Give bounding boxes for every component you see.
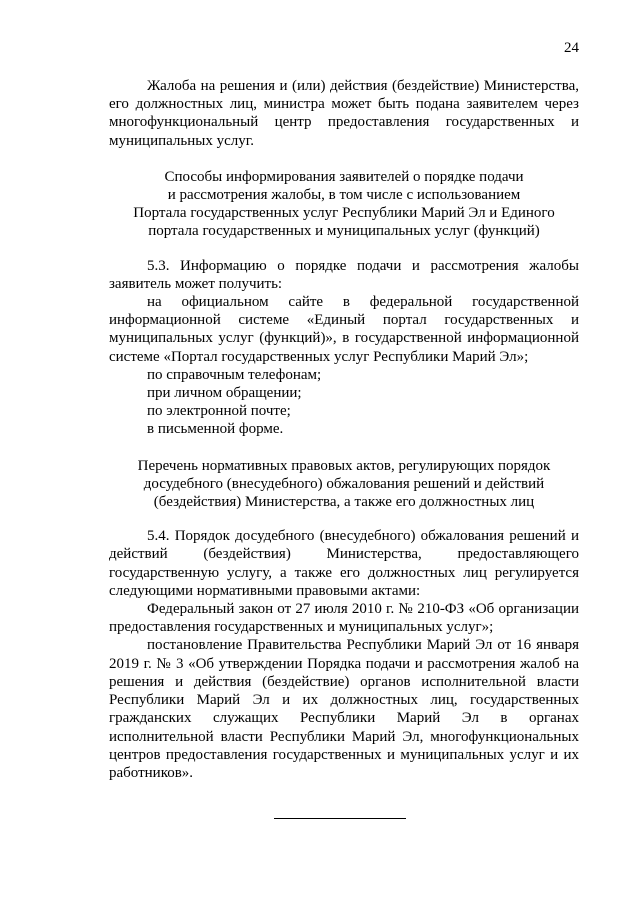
paragraph-5-3: 5.3. Информацию о порядке подачи и рассмотрения жалобы заявитель может получить: <box>109 257 579 292</box>
paragraph-official-site: на официальном сайте в федеральной государственной информационной системе «Единый портал государственных и муниципальных услуг (функций)», в государственной информационной системе «Портал государственных услуг Республики Марий Эл»; <box>109 294 579 365</box>
heading-line: портала государственных и муниципальных услуг (функций) <box>148 223 540 240</box>
list-item: по справочным телефонам; <box>147 366 322 383</box>
page-number: 24 <box>564 40 579 56</box>
document-body <box>109 77 579 782</box>
heading-line: Портала государственных услуг Республики Марий Эл и Единого <box>133 205 555 222</box>
paragraph-complaint-mfc: Жалоба на решения и (или) действия (бездействие) Министерства, его должностных лиц, министра может быть подана заявителем через многофункциональный центр предоставления государственных и муниципальных услуг. <box>109 78 579 149</box>
heading-line: и рассмотрения жалобы, в том числе с использованием <box>167 187 521 204</box>
list-item: по электронной почте; <box>147 403 291 420</box>
paragraph-resolution: постановление Правительства Республики Марий Эл от 16 января 2019 г. № 3 «Об утверждении Порядка подачи и рассмотрения жалоб на решения и действия (бездействие) органов исполнительной власти Республики Марий Эл и их должностных лиц, государственных гражданских служащих Республики Марий Эл в органах исполнительной власти Республики Марий Эл, многофункциональных центров предоставления государственных и муниципальных услуг и их работников». <box>109 637 579 781</box>
list-item: при личном обращении; <box>147 385 302 402</box>
heading-line: Способы информирования заявителей о порядке подачи <box>164 168 524 185</box>
footer-rule <box>274 818 406 819</box>
list-item: в письменной форме. <box>147 421 284 438</box>
heading-line: (бездействия) Министерства, а также его должностных лиц <box>153 494 535 511</box>
heading-line: Перечень нормативных правовых актов, регулирующих порядок <box>137 457 551 474</box>
paragraph-federal-law: Федеральный закон от 27 июля 2010 г. № 210-ФЗ «Об организации предоставления государственных и муниципальных услуг»; <box>109 601 579 636</box>
heading-line: досудебного (внесудебного) обжалования решений и действий <box>143 475 545 492</box>
section-heading-legal-acts <box>109 457 579 512</box>
paragraph-5-4: 5.4. Порядок досудебного (внесудебного) обжалования решений и действий (бездействия) Министерства, предоставляющего государственную услугу, а также его должностных лиц регулируется следующими нормативными правовыми актами: <box>109 528 579 599</box>
section-heading-informing <box>109 168 579 241</box>
